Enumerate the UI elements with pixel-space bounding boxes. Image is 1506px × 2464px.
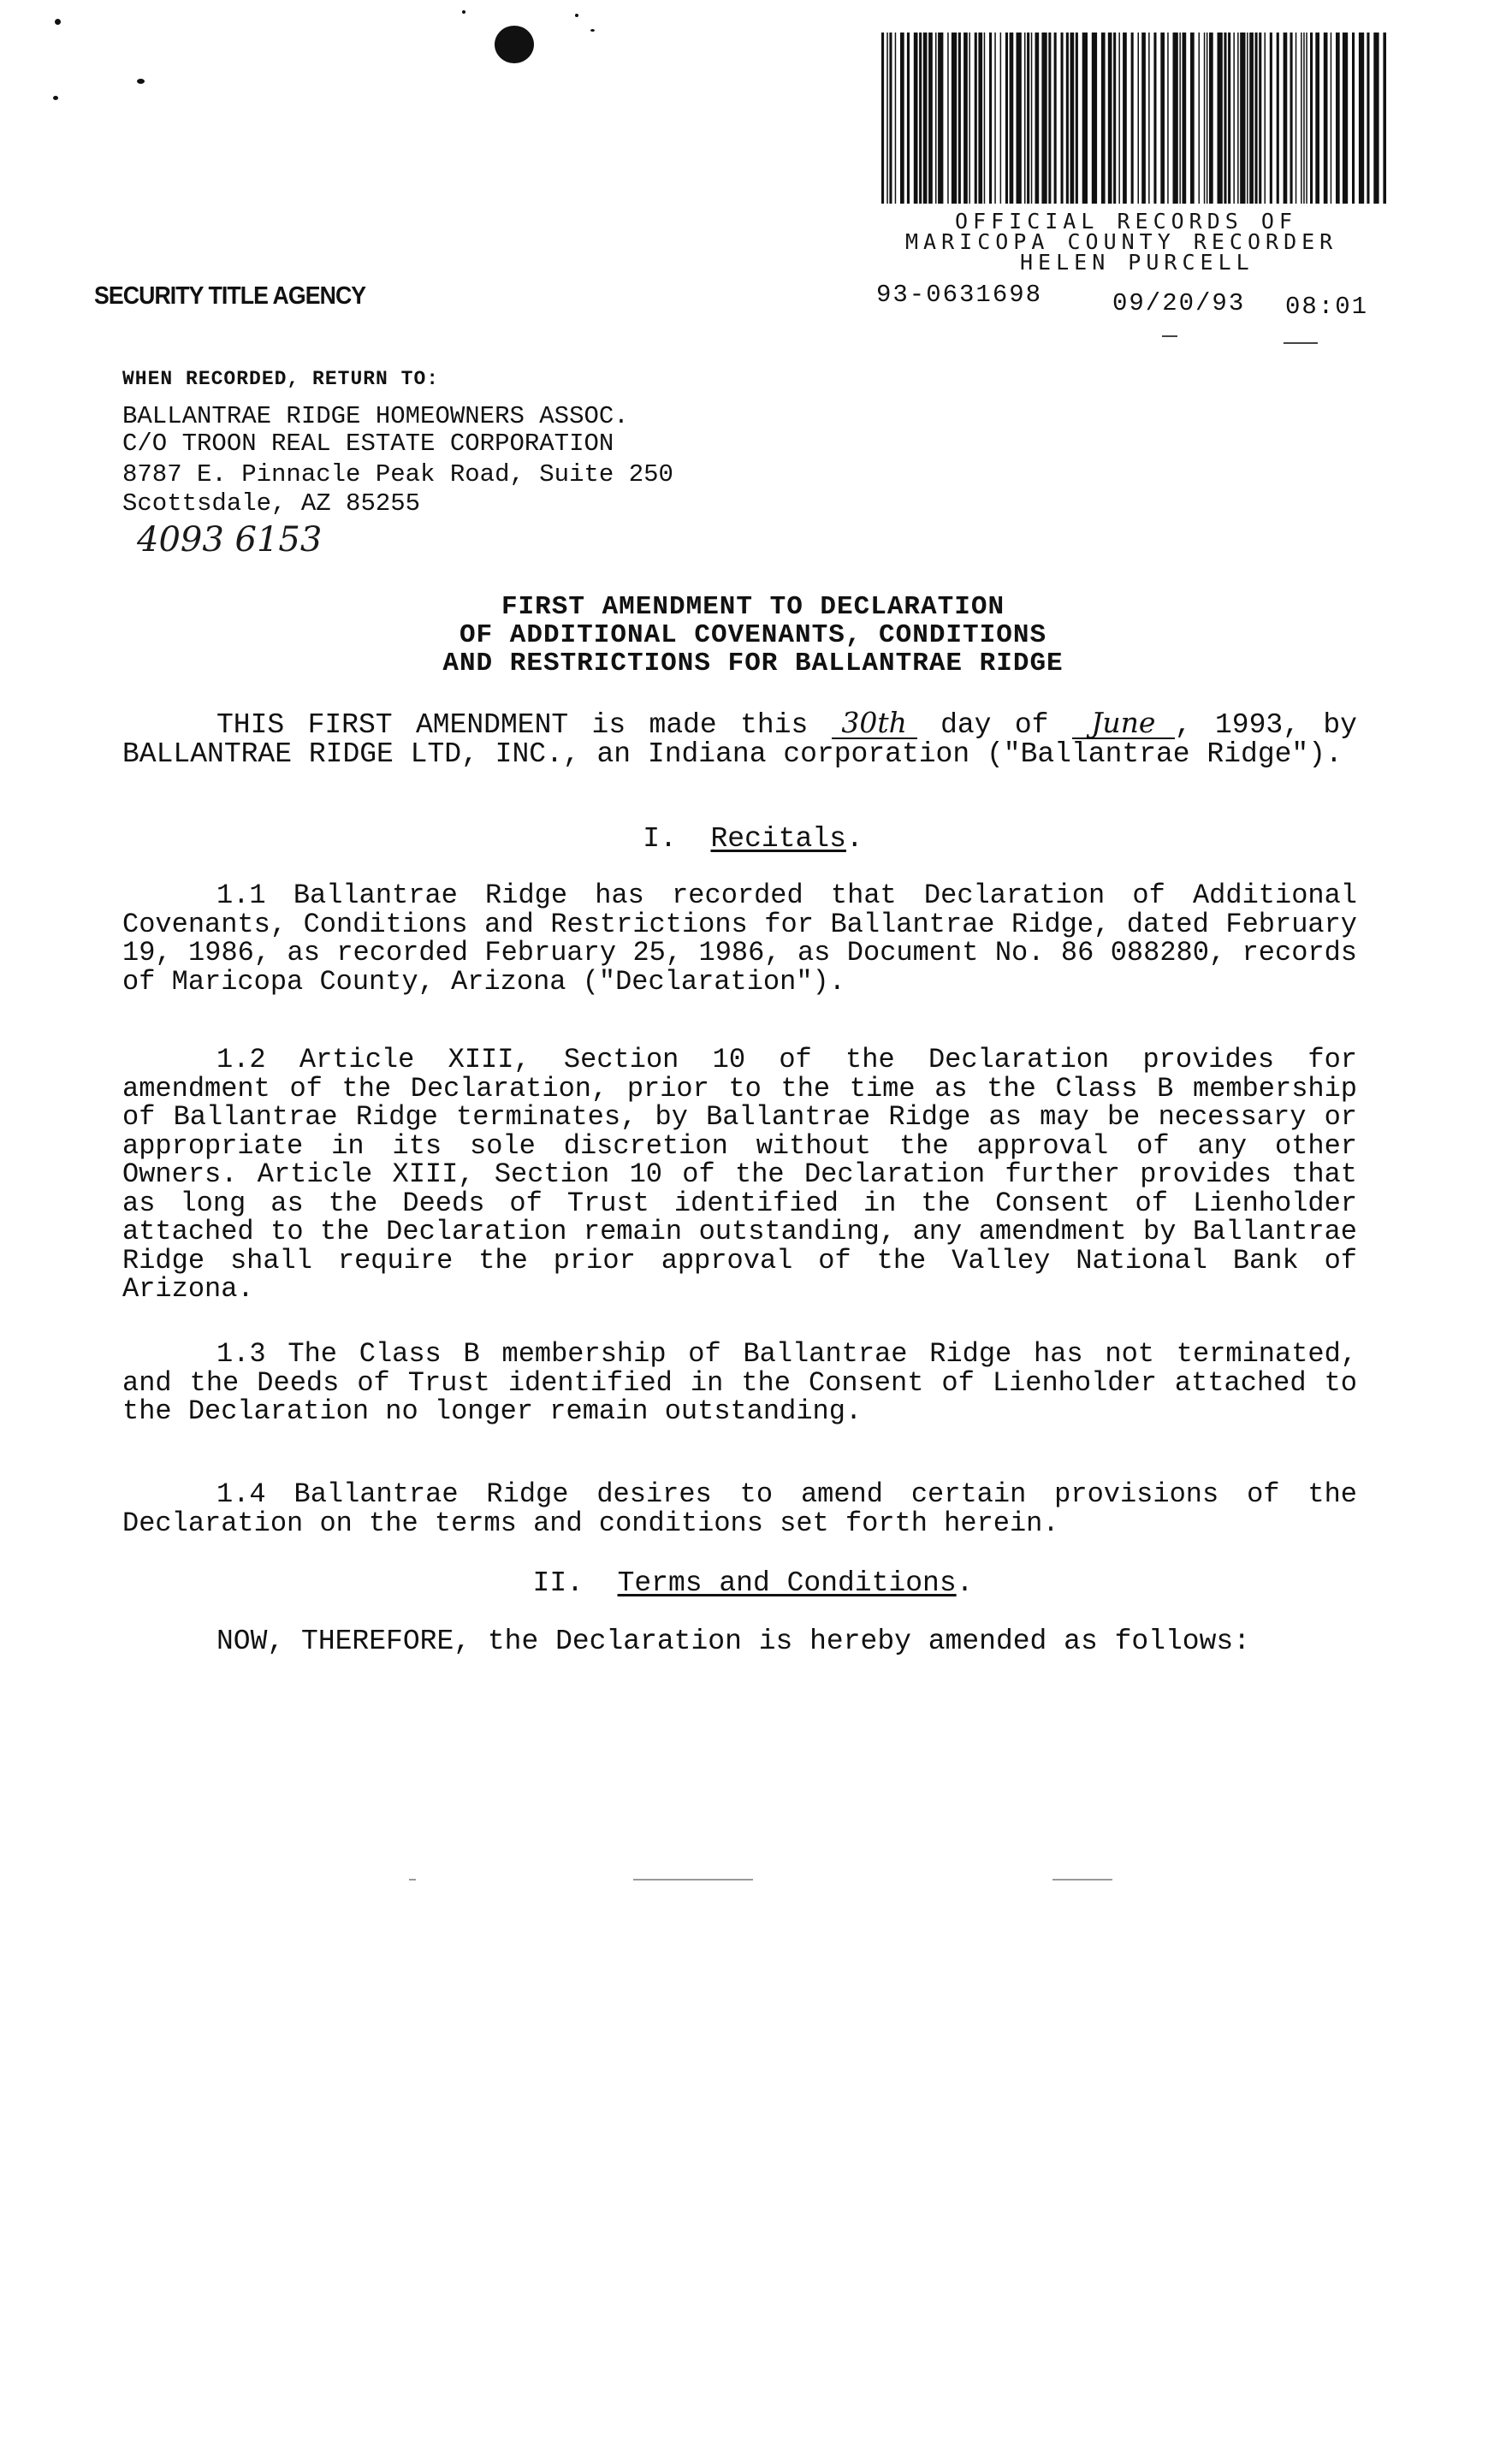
- recording-date: 09/20/93: [1112, 289, 1246, 317]
- barcode-bar: [1076, 33, 1078, 204]
- barcode-bar: [975, 33, 977, 204]
- document-title-line-1: FIRST AMENDMENT TO DECLARATION: [501, 592, 1005, 622]
- barcode-bar: [895, 33, 897, 204]
- barcode-bar: [978, 33, 982, 204]
- handwritten-number: 4093 6153: [137, 520, 323, 560]
- barcode-bar: [1108, 33, 1112, 204]
- intro-mid: day of: [940, 709, 1049, 741]
- barcode-bar: [1173, 33, 1178, 204]
- barcode-bar: [1284, 33, 1288, 204]
- section-heading-recitals: I. Recitals.: [643, 823, 863, 855]
- barcode-bar: [935, 33, 937, 204]
- barcode: [881, 33, 1386, 204]
- barcode-bar: [1204, 33, 1206, 204]
- section-heading-terms: II. Terms and Conditions.: [532, 1567, 974, 1599]
- barcode-bar: [1179, 33, 1181, 204]
- section-number: I.: [643, 823, 677, 855]
- barcode-bar: [1233, 33, 1235, 204]
- return-address-line: 8787 E. Pinnacle Peak Road, Suite 250: [122, 460, 673, 489]
- barcode-bar: [994, 33, 996, 204]
- barcode-bar: [1070, 33, 1075, 204]
- barcode-bar: [1352, 33, 1355, 204]
- stamp-mark: [1162, 335, 1177, 337]
- barcode-bar: [1190, 33, 1195, 204]
- barcode-bar: [881, 33, 884, 204]
- scan-blot: [495, 26, 534, 63]
- barcode-bar: [963, 33, 968, 204]
- barcode-bar: [1010, 33, 1014, 204]
- barcode-bar: [1113, 33, 1116, 204]
- barcode-bar: [1031, 33, 1033, 204]
- barcode-bar: [1017, 33, 1022, 204]
- barcode-bar: [1255, 33, 1258, 204]
- recorder-line-1: OFFICIAL RECORDS OF: [955, 209, 1297, 234]
- scan-speck: [462, 10, 465, 14]
- recital-paragraph-1-3: [122, 1340, 1357, 1426]
- return-address-line: Scottsdale, AZ 85255: [122, 489, 421, 518]
- barcode-bar: [1092, 33, 1097, 204]
- scan-speck: [55, 19, 61, 25]
- recorder-line-2: MARICOPA COUNTY RECORDER: [905, 229, 1338, 254]
- recital-paragraph-1-2: [122, 1045, 1357, 1304]
- barcode-bar: [958, 33, 961, 204]
- barcode-bar: [984, 33, 986, 204]
- title-agency-name: SECURITY TITLE AGENCY: [94, 282, 366, 310]
- barcode-bar: [1209, 33, 1213, 204]
- recital-paragraph-1-4: [122, 1480, 1357, 1537]
- document-title-line-3: AND RESTRICTIONS FOR BALLANTRAE RIDGE: [442, 649, 1064, 678]
- barcode-bar: [1153, 33, 1156, 204]
- scan-speck: [575, 14, 578, 17]
- barcode-bar: [1005, 33, 1008, 204]
- barcode-bar: [1061, 33, 1064, 204]
- intro-lead: THIS FIRST AMENDMENT is made this: [216, 709, 809, 741]
- intro-paragraph: [122, 708, 1357, 769]
- barcode-bar: [1228, 33, 1230, 204]
- barcode-bar: [1336, 33, 1340, 204]
- barcode-bar: [1373, 33, 1379, 204]
- barcode-bar: [1141, 33, 1146, 204]
- scan-mark: [1052, 1879, 1112, 1881]
- stamp-mark: [1284, 342, 1318, 344]
- closing-line: NOW, THEREFORE, the Declaration is hereby amended as follows:: [216, 1626, 1250, 1657]
- barcode-bar: [1265, 33, 1266, 204]
- barcode-bar: [1148, 33, 1150, 204]
- barcode-bar: [1024, 33, 1026, 204]
- barcode-bar: [1324, 33, 1328, 204]
- barcode-bar: [1331, 33, 1332, 204]
- return-address-line: C/O TROON REAL ESTATE CORPORATION: [122, 429, 614, 458]
- barcode-bar: [938, 33, 943, 204]
- intro-rest: , 1993, by BALLANTRAE RIDGE LTD, INC., an Indiana corporation ("Ballantrae Ridge").: [122, 709, 1357, 770]
- barcode-bar: [1359, 33, 1364, 204]
- barcode-bar: [923, 33, 928, 204]
- barcode-bar: [1310, 33, 1313, 204]
- handwritten-day: 30th: [832, 708, 917, 739]
- barcode-bar: [1123, 33, 1127, 204]
- barcode-bar: [886, 33, 888, 204]
- barcode-bar: [1118, 33, 1120, 204]
- scan-speck: [137, 79, 145, 84]
- barcode-bar: [1303, 33, 1305, 204]
- section-number: II.: [532, 1567, 584, 1599]
- barcode-bar: [1301, 33, 1302, 204]
- barcode-bar: [900, 33, 904, 204]
- barcode-bar: [1035, 33, 1040, 204]
- barcode-bar: [1315, 33, 1319, 204]
- barcode-bar: [919, 33, 922, 204]
- recital-text: 1.3 The Class B membership of Ballantrae Ridge has not terminated, and the Deeds of Trust identified in the Consent of Lienholder attached to the Declaration no longer remain outstanding.: [122, 1338, 1357, 1427]
- barcode-bar: [1290, 33, 1293, 204]
- scan-speck: [590, 29, 595, 32]
- recorder-line-3: HELEN PURCELL: [1020, 250, 1254, 275]
- barcode-bar: [1199, 33, 1201, 204]
- barcode-bar: [1101, 33, 1106, 204]
- scan-mark: [409, 1879, 416, 1881]
- barcode-bar: [1218, 33, 1223, 204]
- barcode-bar: [1000, 33, 1002, 204]
- barcode-bar: [889, 33, 892, 204]
- barcode-bar: [1131, 33, 1134, 204]
- barcode-bar: [1041, 33, 1046, 204]
- document-title-line-2: OF ADDITIONAL COVENANTS, CONDITIONS: [459, 620, 1047, 650]
- barcode-bar: [1270, 33, 1272, 204]
- document-number: 93-0631698: [876, 281, 1043, 309]
- section-title: Terms and Conditions: [617, 1567, 957, 1599]
- return-to-label: WHEN RECORDED, RETURN TO:: [122, 368, 440, 390]
- barcode-bar: [914, 33, 918, 204]
- barcode-bar: [1167, 33, 1169, 204]
- barcode-bar: [1259, 33, 1261, 204]
- barcode-bar: [1066, 33, 1069, 204]
- barcode-bar: [1138, 33, 1140, 204]
- barcode-bar: [989, 33, 992, 204]
- scan-speck: [53, 96, 58, 100]
- recital-text: 1.1 Ballantrae Ridge has recorded that Declaration of Additional Covenants, Conditions and Restrictions for Ballantrae Ridge, dated February 19, 1986, as recorded February 25, 1986, as Document No. 86 088280, records of Maricopa County, Arizona ("Declaration").: [122, 880, 1357, 998]
- scan-mark: [633, 1879, 753, 1881]
- barcode-bar: [969, 33, 970, 204]
- barcode-bar: [952, 33, 957, 204]
- recording-time: 08:01: [1285, 293, 1369, 321]
- return-address-line: BALLANTRAE RIDGE HOMEOWNERS ASSOC.: [122, 402, 629, 430]
- barcode-bar: [1249, 33, 1254, 204]
- barcode-bar: [1237, 33, 1239, 204]
- barcode-bar: [947, 33, 949, 204]
- barcode-bar: [928, 33, 933, 204]
- barcode-bar: [1367, 33, 1369, 204]
- recital-text: 1.4 Ballantrae Ridge desires to amend certain provisions of the Declaration on the terms and conditions set forth herein.: [122, 1478, 1357, 1539]
- section-title: Recitals: [710, 823, 846, 855]
- barcode-bar: [1247, 33, 1248, 204]
- barcode-bar: [1027, 33, 1029, 204]
- barcode-bar: [1383, 33, 1386, 204]
- barcode-bar: [1082, 33, 1088, 204]
- barcode-bar: [1306, 33, 1307, 204]
- barcode-bar: [1240, 33, 1245, 204]
- barcode-bar: [1207, 33, 1208, 204]
- recital-text: 1.2 Article XIII, Section 10 of the Declaration provides for amendment of the Declaration, prior to the time as the Class B membership of Ballantrae Ridge terminates, by Ballantrae Ridge as may be necessary or appropriate in its sole discretion without the approval of any other Owners. Article XIII, Section 10 of the Declaration further provides that as long as the Deeds of Trust identified in the Consent of Lienholder attached to the Declaration remain outstanding, any amendment by Ballantrae Ridge shall require the prior approval of the Valley National Bank of Arizona.: [122, 1044, 1357, 1305]
- barcode-bar: [1277, 33, 1279, 204]
- barcode-bar: [1296, 33, 1297, 204]
- barcode-bar: [1224, 33, 1226, 204]
- recital-paragraph-1-1: [122, 881, 1357, 996]
- barcode-bar: [1048, 33, 1051, 204]
- handwritten-month: June: [1072, 708, 1175, 739]
- barcode-bar: [1054, 33, 1057, 204]
- barcode-bar: [907, 33, 910, 204]
- barcode-bar: [1343, 33, 1348, 204]
- barcode-bar: [1160, 33, 1165, 204]
- barcode-bar: [1183, 33, 1187, 204]
